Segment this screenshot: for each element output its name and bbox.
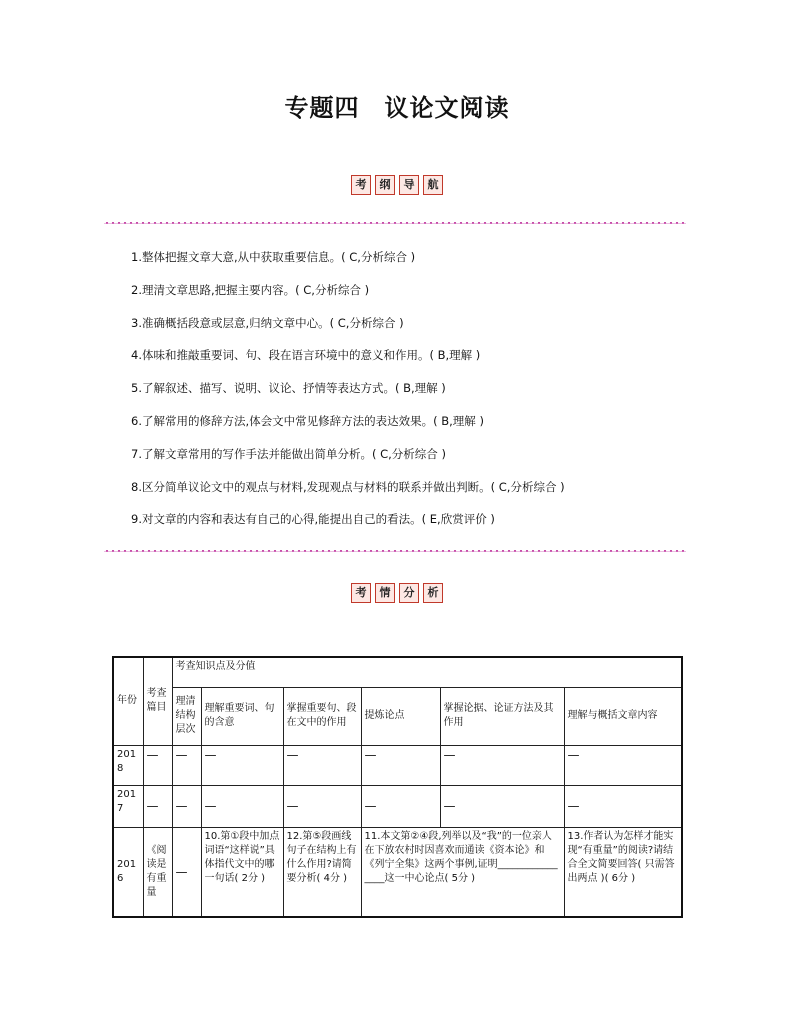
- header-col: 理解与概括文章内容: [564, 687, 682, 745]
- badge-char: 分: [399, 583, 419, 603]
- syllabus-item: 9.对文章的内容和表达有自己的心得,能提出自己的看法。( E,欣赏评价 ): [131, 512, 495, 527]
- row-cell: —: [283, 785, 361, 827]
- header-col: 理解重要词、句的含意: [201, 687, 283, 745]
- row-cell: 13.作者认为怎样才能实现“有重量”的阅读?请结合全文简要回答( 只需答出两点 )( 6分 ): [564, 827, 682, 917]
- row-cell: —: [283, 745, 361, 785]
- row-title: —: [143, 745, 172, 785]
- badge-char: 析: [423, 583, 443, 603]
- syllabus-item: 7.了解文章常用的写作手法并能做出简单分析。( C,分析综合 ): [131, 446, 446, 461]
- table-row: [113, 827, 682, 917]
- header-col: 理清结构层次: [172, 687, 201, 745]
- row-title: 《阅读是有重量: [143, 827, 172, 917]
- row-cell: —: [172, 785, 201, 827]
- row-cell: 10.第①段中加点词语“这样说”具体指代文中的哪一句话( 2分 ): [201, 827, 283, 917]
- table-row: [113, 745, 682, 785]
- section-badge-analysis: [0, 583, 794, 603]
- header-col: 提炼论点: [361, 687, 440, 745]
- row-cell: —: [201, 785, 283, 827]
- row-cell: —: [361, 785, 440, 827]
- badge-char: 导: [399, 175, 419, 195]
- syllabus-item: 1.整体把握文章大意,从中获取重要信息。( C,分析综合 ): [131, 250, 416, 264]
- exam-analysis-table: [112, 656, 683, 918]
- header-title: 考查篇目: [143, 657, 172, 745]
- row-cell: —: [564, 785, 682, 827]
- badge-char: 航: [423, 175, 443, 195]
- header-col: 掌握重要句、段在文中的作用: [283, 687, 361, 745]
- row-cell: 11.本文第②④段,列举以及“我”的一位亲人在下放农村时因喜欢而通读《资本论》和《列宁全集》这两个事例,证明________________这一中心论点( 5分 ): [361, 827, 564, 917]
- syllabus-item: 6.了解常用的修辞方法,体会文中常见修辞方法的表达效果。( B,理解 ): [131, 413, 484, 428]
- badge-char: 情: [375, 583, 395, 603]
- row-title: —: [143, 785, 172, 827]
- row-cell: —: [172, 745, 201, 785]
- badge-char: 考: [351, 583, 371, 603]
- row-year: 2018: [113, 745, 143, 785]
- row-year: 2016: [113, 827, 143, 917]
- syllabus-list: [131, 249, 565, 544]
- badge-char: 纲: [375, 175, 395, 195]
- row-cell: —: [172, 827, 201, 917]
- row-year: 2017: [113, 785, 143, 827]
- table-row: [113, 785, 682, 827]
- header-points-group: 考查知识点及分值: [172, 657, 682, 687]
- page-title: 专题四 议论文阅读: [284, 94, 510, 122]
- syllabus-item: 5.了解叙述、描写、说明、议论、抒情等表达方式。( B,理解 ): [131, 381, 446, 396]
- row-cell: —: [440, 785, 564, 827]
- row-cell: —: [361, 745, 440, 785]
- header-year: 年份: [113, 657, 143, 745]
- header-col: 掌握论据、论证方法及其作用: [440, 687, 564, 745]
- badge-char: 考: [351, 175, 371, 195]
- divider-top: [104, 222, 686, 224]
- syllabus-item: 2.理清文章思路,把握主要内容。( C,分析综合 ): [131, 282, 370, 297]
- row-cell: —: [201, 745, 283, 785]
- row-cell: —: [564, 745, 682, 785]
- syllabus-item: 8.区分简单议论文中的观点与材料,发现观点与材料的联系并做出判断。( C,分析综合 ): [131, 479, 565, 494]
- section-badge-syllabus: [0, 175, 794, 195]
- row-cell: —: [440, 745, 564, 785]
- syllabus-item: 4.体味和推敲重要词、句、段在语言环境中的意义和作用。( B,理解 ): [131, 348, 481, 363]
- row-cell: 12.第⑤段画线句子在结构上有什么作用?请简要分析( 4分 ): [283, 827, 361, 917]
- divider-bottom: [104, 550, 686, 552]
- syllabus-item: 3.准确概括段意或层意,归纳文章中心。( C,分析综合 ): [131, 315, 404, 330]
